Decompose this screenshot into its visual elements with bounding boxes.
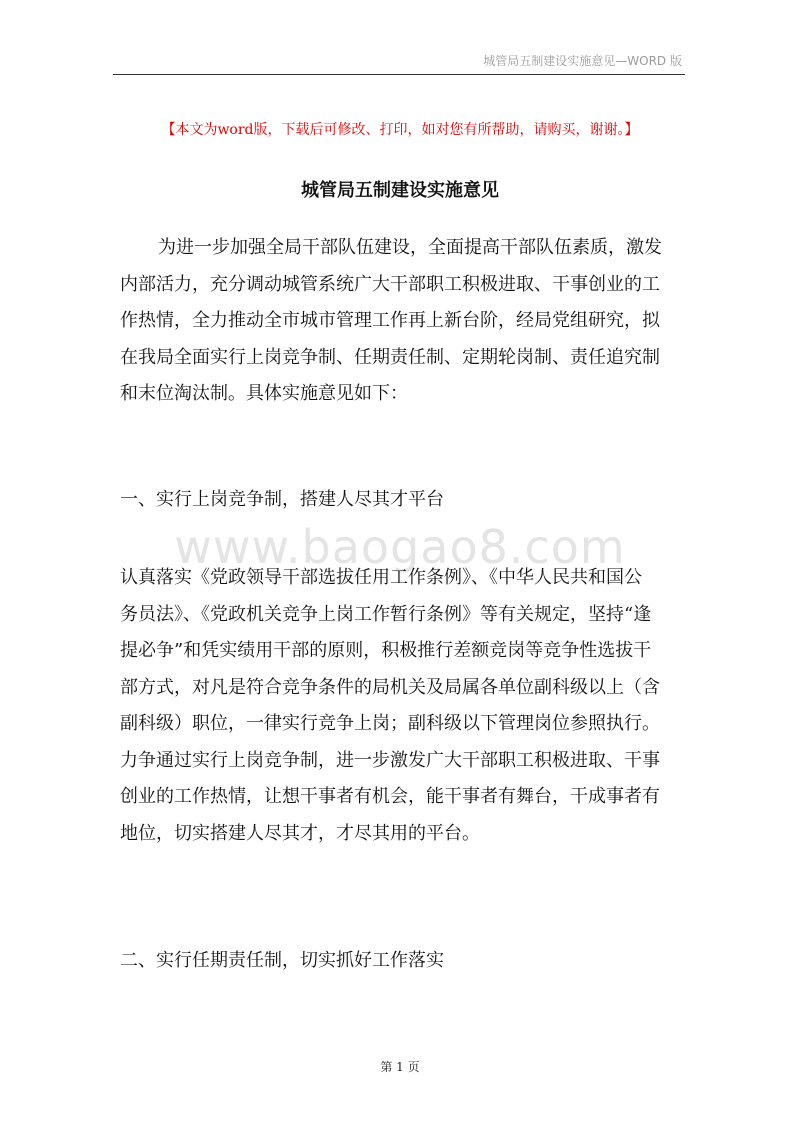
paragraph-line: 内部活力，充分调动城管系统广大干部职工积极进取、干事创业的工: [120, 273, 660, 295]
paragraph-line: 副科级）职位，一律实行竞争上岗；副科级以下管理岗位参照执行。: [120, 713, 660, 734]
page-number: 第 1 页: [380, 1060, 420, 1074]
paragraph-line: 认真落实《党政领导干部选拔任用工作条例》、《中华人民共和国公: [120, 567, 642, 588]
section-1-heading: 一、实行上岗竞争制，搭建人尽其才平台: [120, 489, 444, 510]
running-header-title: 城管局五制建设实施意见—WORD 版: [483, 54, 682, 68]
header-divider: [113, 74, 685, 75]
intro-paragraph: [120, 230, 692, 413]
paragraph-line: 力争通过实行上岗竞争制，进一步激发广大干部职工积极进取、干事: [120, 749, 660, 771]
paragraph-line: 提必争”和凭实绩用干部的原则，积极推行差额竞岗等竞争性选拔干: [120, 640, 652, 661]
paragraph-line: 务员法》、《党政机关竞争上岗工作暂行条例》等有关规定，坚持“逢: [120, 603, 652, 625]
paragraph-line: 作热情，全力推动全市城市管理工作再上新台阶，经局党组研究，拟: [120, 310, 660, 331]
paragraph-line: 和末位淘汰制。具体实施意见如下：: [120, 383, 408, 404]
paragraph-line: 部方式，对凡是符合竞争条件的局机关及局属各单位副科级以上（含: [120, 676, 660, 698]
paragraph-line: 地位，切实搭建人尽其才，才尽其用的平台。: [120, 822, 480, 844]
paragraph-line: 为进一步加强全局干部队伍建设，全面提高干部队伍素质，激发: [158, 237, 662, 258]
document-title: 城管局五制建设实施意见: [301, 180, 499, 201]
paragraph-line: 创业的工作热情，让想干事者有机会，能干事者有舞台，干成事者有: [120, 786, 660, 807]
purchase-notice: 【本文为word版，下载后可修改、打印，如对您有所帮助，请购买，谢谢。】: [161, 122, 639, 138]
section-1-paragraph: [120, 560, 692, 852]
paragraph-line: 在我局全面实行上岗竞争制、任期责任制、定期轮岗制、责任追究制: [120, 346, 660, 368]
watermark-text: www.baogao8.com: [174, 520, 626, 574]
section-2-heading: 二、实行任期责任制，切实抓好工作落实: [120, 950, 444, 971]
